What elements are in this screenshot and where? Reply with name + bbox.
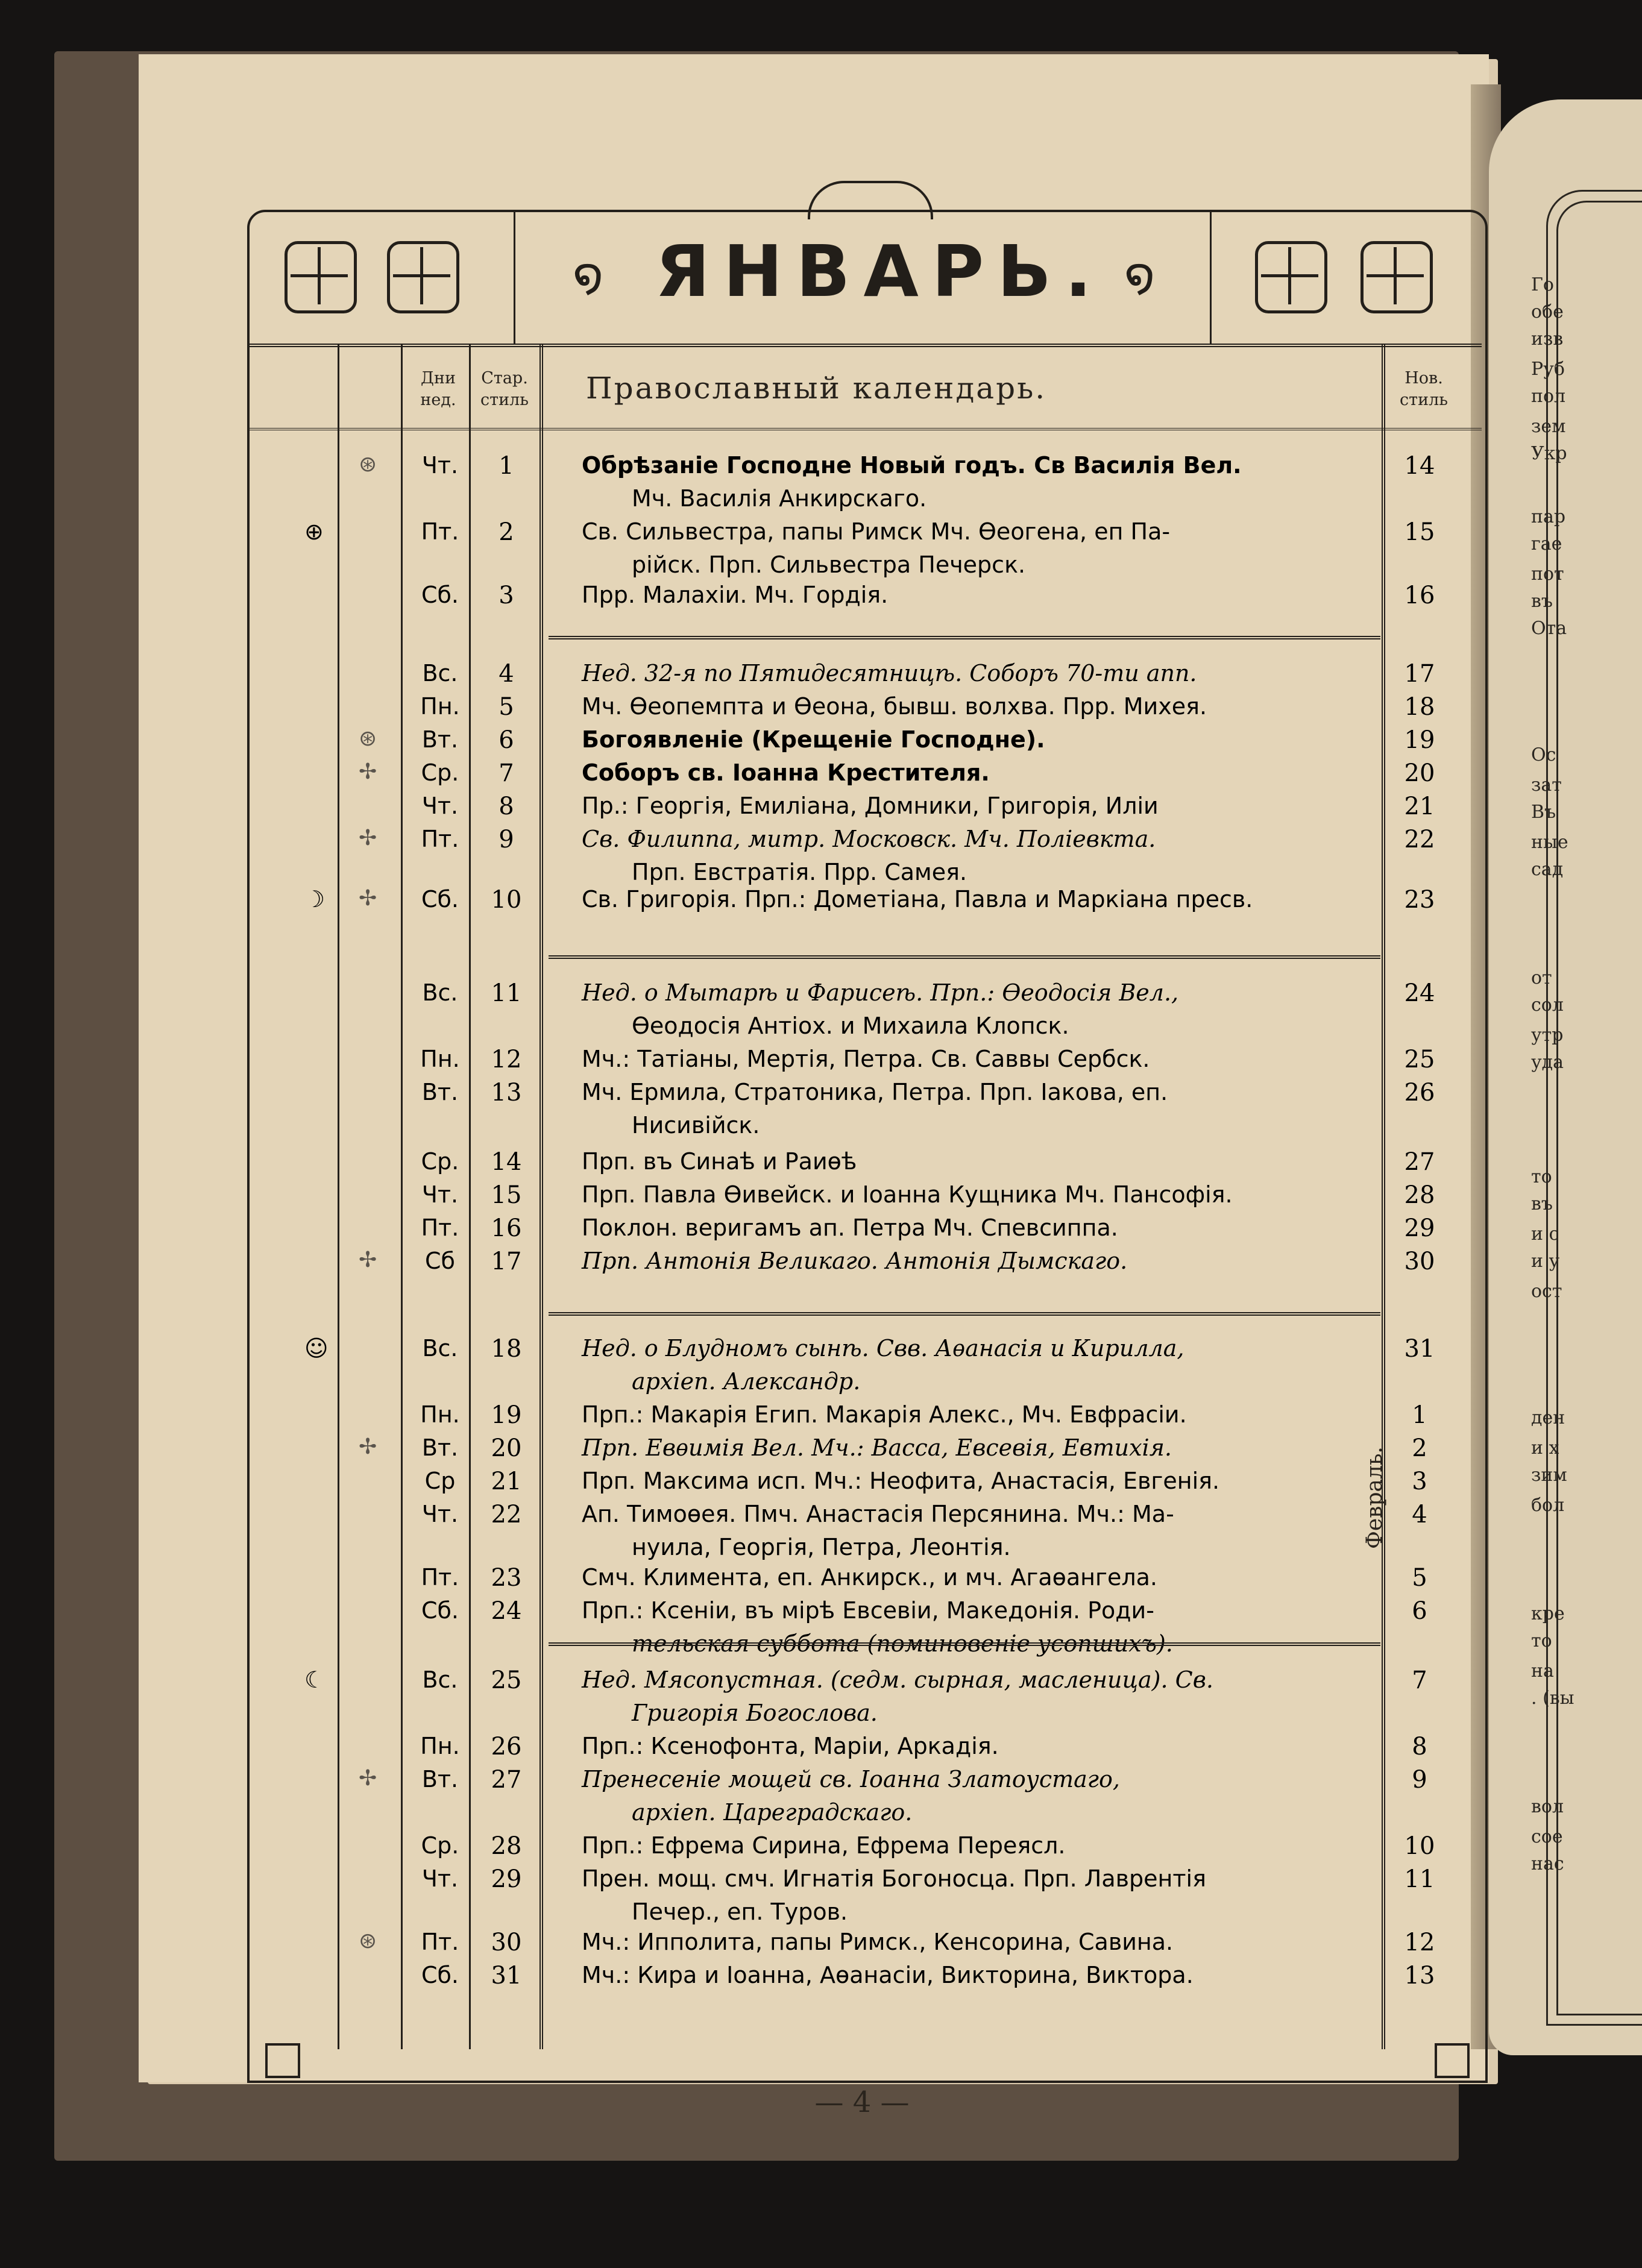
- old-style-date-cell: 24: [491, 1597, 522, 1625]
- weekday-cell: Чт.: [421, 1181, 459, 1208]
- saint-entry-text: Нед. о Мытарѣ и Фарисеѣ. Прп.: Ѳеодосія Вел.,: [582, 979, 1179, 1006]
- old-style-date-cell: 11: [491, 979, 522, 1007]
- old-style-date-cell: 17: [491, 1248, 522, 1275]
- new-style-date-cell: 31: [1404, 1335, 1435, 1363]
- saint-entry-text: Св. Филиппа, митр. Московск. Мч. Поліевкта.: [582, 826, 1156, 852]
- weekday-cell: Вс.: [422, 1335, 458, 1362]
- weekday-cell: Чт.: [421, 452, 459, 479]
- old-style-date-cell: 12: [491, 1046, 522, 1073]
- old-style-date-cell: 29: [491, 1865, 522, 1893]
- new-style-date-cell: 25: [1404, 1046, 1435, 1073]
- saint-entry-text: Нед. о Блудномъ сынѣ. Свв. Аѳанасія и Кирилла,: [582, 1335, 1184, 1362]
- right-page-text-fragment: ные: [1531, 832, 1568, 853]
- swirl-ornament-icon: ໑: [1124, 247, 1156, 303]
- right-page-text-fragment: пар: [1531, 506, 1566, 527]
- right-page-text-fragment: уда: [1531, 1052, 1564, 1073]
- new-style-date-cell: 21: [1404, 793, 1435, 820]
- right-page-text-fragment: Руб: [1531, 359, 1565, 380]
- new-style-date-cell: 3: [1412, 1468, 1427, 1495]
- old-style-date-cell: 7: [499, 759, 514, 787]
- new-style-date-cell: 19: [1404, 726, 1435, 754]
- new-style-date-cell: 4: [1412, 1501, 1427, 1528]
- saint-entry-text: Прп. Антонія Великаго. Антонія Дымскаго.: [582, 1248, 1128, 1274]
- saint-entry-text: Мч.: Татіаны, Мертія, Петра. Св. Саввы Сербск.: [582, 1046, 1150, 1072]
- right-page-text-fragment: и с: [1531, 1224, 1559, 1245]
- weekday-cell: Вс.: [422, 979, 458, 1006]
- saint-entry-text: Мч.: Ипполита, папы Римск., Кенсорина, Савина.: [582, 1929, 1174, 1955]
- saint-entry-text: Мч.: Кира и Іоанна, Аѳанасіи, Викторина, Виктора.: [582, 1962, 1194, 1988]
- new-style-date-cell: 16: [1404, 582, 1435, 609]
- right-page-text-fragment: въ: [1531, 1193, 1553, 1214]
- saint-entry-text: Прр. Малахіи. Мч. Гордія.: [582, 582, 889, 608]
- old-style-date-cell: 27: [491, 1766, 522, 1794]
- weekday-cell: Пт.: [421, 1564, 459, 1591]
- saint-entry-text: Мч. Василія Анкирскаго.: [632, 485, 927, 512]
- old-style-date-cell: 8: [499, 793, 514, 820]
- feast-symbol-icon: ✢: [359, 886, 377, 911]
- right-page-text-fragment: сое: [1531, 1826, 1563, 1847]
- weekday-cell: Пт.: [421, 1214, 459, 1241]
- feast-symbol-icon: ⊛: [359, 452, 377, 477]
- header-left-ornament-cell: [248, 211, 515, 344]
- col-new-style-header: Нов. стиль: [1400, 369, 1448, 409]
- new-style-date-cell: 14: [1404, 452, 1435, 480]
- saint-entry-text: архіеп. Цареградскаго.: [632, 1799, 913, 1826]
- corner-ornament-icon: [1435, 2043, 1470, 2078]
- saint-entry-text: Прп. Евѳимія Вел. Мч.: Васса, Евсевія, Евтихія.: [582, 1434, 1172, 1461]
- new-style-date-cell: 18: [1404, 693, 1435, 721]
- old-style-date-cell: 30: [491, 1929, 522, 1956]
- floral-ornament-icon: [1360, 241, 1433, 313]
- moon-phase-icon: ☾: [304, 1666, 326, 1693]
- new-style-date-cell: 8: [1412, 1733, 1427, 1761]
- weekday-cell: Пн.: [420, 1733, 460, 1759]
- right-page-text-fragment: на: [1531, 1660, 1554, 1682]
- saint-entry-text: Св. Сильвестра, папы Римск Мч. Ѳеогена, еп Па-: [582, 518, 1171, 545]
- new-style-date-cell: 27: [1404, 1148, 1435, 1176]
- right-page-text-fragment: Ос: [1531, 744, 1556, 765]
- saint-entry-text: Соборъ св. Іоанна Крестителя.: [582, 759, 990, 786]
- weekday-cell: Сб.: [421, 886, 459, 913]
- weekday-cell: Чт.: [421, 1501, 459, 1527]
- saint-entry-text: тельская суббота (поминовеніе усопшихъ).: [632, 1630, 1173, 1657]
- right-page-text-fragment: зем: [1531, 416, 1566, 437]
- weekday-cell: Вт.: [421, 1079, 459, 1105]
- old-style-date-cell: 14: [491, 1148, 522, 1176]
- feast-symbol-icon: ✢: [359, 1248, 377, 1272]
- feast-symbol-icon: ⊛: [359, 1929, 377, 1953]
- new-style-date-cell: 2: [1412, 1434, 1427, 1462]
- old-style-date-cell: 1: [499, 452, 514, 480]
- old-style-date-cell: 10: [491, 886, 522, 914]
- new-style-date-cell: 11: [1404, 1865, 1435, 1893]
- old-style-date-cell: 13: [491, 1079, 522, 1107]
- saint-entry-text: Григорія Богослова.: [632, 1700, 878, 1726]
- weekday-cell: Пн.: [420, 693, 460, 720]
- saint-entry-text: рійск. Прп. Сильвестра Печерск.: [632, 551, 1026, 578]
- old-style-date-cell: 23: [491, 1564, 522, 1592]
- new-style-date-cell: 5: [1412, 1564, 1427, 1592]
- weekday-cell: Вт.: [421, 1766, 459, 1792]
- right-page-text-fragment: утр: [1531, 1025, 1564, 1046]
- right-page-text-fragment: кре: [1531, 1603, 1565, 1624]
- feast-symbol-icon: ✢: [359, 759, 377, 784]
- weekday-cell: Сб: [425, 1248, 455, 1274]
- february-label: Февраль.: [1362, 1447, 1387, 1549]
- month-title: ЯНВАРЬ.: [655, 230, 1106, 313]
- week-separator: [549, 636, 1380, 639]
- corner-ornament-icon: [265, 2043, 300, 2078]
- weekday-cell: Ср.: [421, 759, 459, 786]
- right-page-text-fragment: бол: [1531, 1495, 1565, 1516]
- saint-entry-text: Прен. мощ. смч. Игнатія Богоносца. Прп. Лаврентія: [582, 1865, 1206, 1892]
- right-page-text-fragment: Укр: [1531, 443, 1567, 464]
- right-page-text-fragment: ост: [1531, 1281, 1562, 1302]
- floral-ornament-icon: [1255, 241, 1327, 313]
- right-page-text-fragment: сол: [1531, 994, 1564, 1016]
- old-style-date-cell: 2: [499, 518, 514, 546]
- saint-entry-text: Прп. Павла Ѳивейск. и Іоанна Кущника Мч. Пансофія.: [582, 1181, 1233, 1208]
- moon-phase-icon: ☽: [304, 886, 326, 913]
- right-page-text-fragment: обе: [1531, 301, 1564, 322]
- right-page-text-fragment: от: [1531, 967, 1552, 988]
- col-main-header: Православный календарь.: [586, 371, 1047, 406]
- weekday-cell: Ср.: [421, 1148, 459, 1175]
- saint-entry-text: Св. Григорія. Прп.: Дометіана, Павла и Маркіана пресв.: [582, 886, 1253, 913]
- saint-entry-text: Ап. Тимоѳея. Пмч. Анастасія Персянина. Мч.: Ма-: [582, 1501, 1174, 1527]
- right-page-text-fragment: то: [1531, 1166, 1552, 1187]
- new-style-date-cell: 13: [1404, 1962, 1435, 1990]
- weekday-cell: Вс.: [422, 1666, 458, 1693]
- new-style-date-cell: 22: [1404, 826, 1435, 853]
- old-style-date-cell: 4: [499, 660, 514, 688]
- col-old-style-header: Стар. стиль: [480, 369, 529, 409]
- new-style-date-cell: 15: [1404, 518, 1435, 546]
- saint-entry-text: Прп. Евстратія. Прр. Самея.: [632, 859, 967, 885]
- right-page-text-fragment: и у: [1531, 1251, 1560, 1272]
- saint-entry-text: Нед. Мясопустная. (седм. сырная, масленица). Св.: [582, 1666, 1213, 1693]
- floral-ornament-icon: [387, 241, 459, 313]
- old-style-date-cell: 9: [499, 826, 514, 853]
- old-style-date-cell: 16: [491, 1214, 522, 1242]
- new-style-date-cell: 20: [1404, 759, 1435, 787]
- right-page-text-fragment: Въ: [1531, 802, 1556, 823]
- week-separator: [549, 955, 1380, 959]
- old-style-date-cell: 3: [499, 582, 514, 609]
- saint-entry-text: Прп.: Ефрема Сирина, Ефрема Переясл.: [582, 1832, 1066, 1859]
- week-separator: [549, 1312, 1380, 1316]
- new-style-date-cell: 26: [1404, 1079, 1435, 1107]
- weekday-cell: Ср: [424, 1468, 456, 1494]
- saint-entry-text: Прп. Максима исп. Мч.: Неофита, Анастасія, Евгенія.: [582, 1468, 1220, 1494]
- old-style-date-cell: 18: [491, 1335, 522, 1363]
- right-page-text-fragment: сад: [1531, 859, 1564, 880]
- saint-entry-text: Печер., еп. Туров.: [632, 1899, 848, 1925]
- weekday-cell: Пт.: [421, 826, 459, 852]
- weekday-cell: Ср.: [421, 1832, 459, 1859]
- saint-entry-text: Ѳеодосія Антіох. и Михаила Клопск.: [632, 1013, 1069, 1039]
- feast-symbol-icon: ✢: [359, 1434, 377, 1459]
- weekday-cell: Сб.: [421, 582, 459, 608]
- new-style-date-cell: 17: [1404, 660, 1435, 688]
- feast-symbol-icon: ⊛: [359, 726, 377, 751]
- new-style-date-cell: 10: [1404, 1832, 1435, 1860]
- weekday-cell: Пн.: [420, 1401, 460, 1428]
- old-style-date-cell: 21: [491, 1468, 522, 1495]
- saint-entry-text: Мч. Ермила, Стратоника, Петра. Прп. Іакова, еп.: [582, 1079, 1168, 1105]
- new-style-date-cell: 7: [1412, 1666, 1427, 1694]
- saint-entry-text: Богоявленіе (Крещеніе Господне).: [582, 726, 1045, 753]
- week-separator: [549, 1642, 1380, 1646]
- weekday-cell: Чт.: [421, 793, 459, 819]
- old-style-date-cell: 26: [491, 1733, 522, 1761]
- new-style-date-cell: 30: [1404, 1248, 1435, 1275]
- old-style-date-cell: 6: [499, 726, 514, 754]
- saint-entry-text: Пр.: Георгія, Емиліана, Домники, Григорія, Иліи: [582, 793, 1159, 819]
- right-page-text-fragment: пол: [1531, 386, 1566, 407]
- old-style-date-cell: 5: [499, 693, 514, 721]
- saint-entry-text: нуила, Георгія, Петра, Леонтія.: [632, 1534, 1011, 1560]
- feast-symbol-icon: ✢: [359, 1766, 377, 1791]
- right-page-text-fragment: изв: [1531, 328, 1564, 350]
- old-style-date-cell: 20: [491, 1434, 522, 1462]
- right-page-text-fragment: и х: [1531, 1437, 1559, 1459]
- new-style-date-cell: 9: [1412, 1766, 1427, 1794]
- old-style-date-cell: 31: [491, 1962, 522, 1990]
- moon-phase-icon: ☺: [304, 1335, 329, 1362]
- col-weekday-header: Дни нед.: [420, 369, 456, 409]
- right-page-text-fragment: ден: [1531, 1407, 1565, 1428]
- saint-entry-text: Мч. Ѳеопемпта и Ѳеона, бывш. волхва. Прр. Михея.: [582, 693, 1207, 720]
- right-page-text-fragment: зим: [1531, 1465, 1567, 1486]
- weekday-cell: Вт.: [421, 726, 459, 753]
- right-page-text-fragment: пот: [1531, 564, 1564, 585]
- right-page-text-fragment: гае: [1531, 533, 1562, 554]
- saint-entry-text: Нисивійск.: [632, 1112, 760, 1139]
- feast-symbol-icon: ✢: [359, 826, 377, 850]
- new-style-date-cell: 24: [1404, 979, 1435, 1007]
- right-page-text-fragment: Го: [1531, 274, 1554, 295]
- new-style-date-cell: 12: [1404, 1929, 1435, 1956]
- right-page-text-fragment: то: [1531, 1630, 1552, 1651]
- saint-entry-text: Прп.: Ксенофонта, Маріи, Аркадія.: [582, 1733, 999, 1759]
- old-style-date-cell: 22: [491, 1501, 522, 1528]
- old-style-date-cell: 15: [491, 1181, 522, 1209]
- new-style-date-cell: 6: [1412, 1597, 1427, 1625]
- right-page-text-fragment: нас: [1531, 1853, 1564, 1874]
- saint-entry-text: архіеп. Александр.: [632, 1368, 861, 1395]
- weekday-cell: Пт.: [421, 1929, 459, 1955]
- right-page-text-fragment: вол: [1531, 1796, 1564, 1817]
- swirl-ornament-icon: ໑: [573, 247, 604, 303]
- weekday-cell: Пт.: [421, 518, 459, 545]
- weekday-cell: Пн.: [420, 1046, 460, 1072]
- weekday-cell: Сб.: [421, 1597, 459, 1624]
- right-page-text-fragment: . (вы: [1531, 1688, 1574, 1709]
- right-page-text-fragment: зат: [1531, 774, 1562, 796]
- new-style-date-cell: 29: [1404, 1214, 1435, 1242]
- saint-entry-text: Смч. Климента, еп. Анкирск., и мч. Агаѳангела.: [582, 1564, 1157, 1591]
- old-style-date-cell: 25: [491, 1666, 522, 1694]
- new-style-date-cell: 23: [1404, 886, 1435, 914]
- saint-entry-text: Нед. 32-я по Пятидесятницѣ. Соборъ 70-ти апп.: [582, 660, 1197, 686]
- saint-entry-text: Пренесеніе мощей св. Іоанна Златоустаго,: [582, 1766, 1120, 1792]
- old-style-date-cell: 28: [491, 1832, 522, 1860]
- saint-entry-text: Прп.: Ксеніи, въ мірѣ Евсевіи, Македонія. Роди-: [582, 1597, 1154, 1624]
- right-page-text-fragment: въ: [1531, 591, 1553, 612]
- new-style-date-cell: 1: [1412, 1401, 1427, 1429]
- floral-ornament-icon: [285, 241, 357, 313]
- weekday-cell: Вт.: [421, 1434, 459, 1461]
- saint-entry-text: Поклон. веригамъ ап. Петра Мч. Спевсиппа.: [582, 1214, 1118, 1241]
- weekday-cell: Чт.: [421, 1865, 459, 1892]
- saint-entry-text: Обрѣзаніе Господне Новый годъ. Св Василія Вел.: [582, 452, 1242, 479]
- saint-entry-text: Прп. въ Синаѣ и Раиѳѣ: [582, 1148, 857, 1175]
- moon-phase-icon: ⊕: [304, 518, 324, 545]
- column-header-row: [248, 344, 1482, 430]
- right-page-text-fragment: Ота: [1531, 618, 1567, 639]
- weekday-cell: Сб.: [421, 1962, 459, 1988]
- page-number: — 4 —: [814, 2085, 910, 2119]
- weekday-cell: Вс.: [422, 660, 458, 686]
- old-style-date-cell: 19: [491, 1401, 522, 1429]
- new-style-date-cell: 28: [1404, 1181, 1435, 1209]
- saint-entry-text: Прп.: Макарія Егип. Макарія Алекс., Мч. Евфрасіи.: [582, 1401, 1187, 1428]
